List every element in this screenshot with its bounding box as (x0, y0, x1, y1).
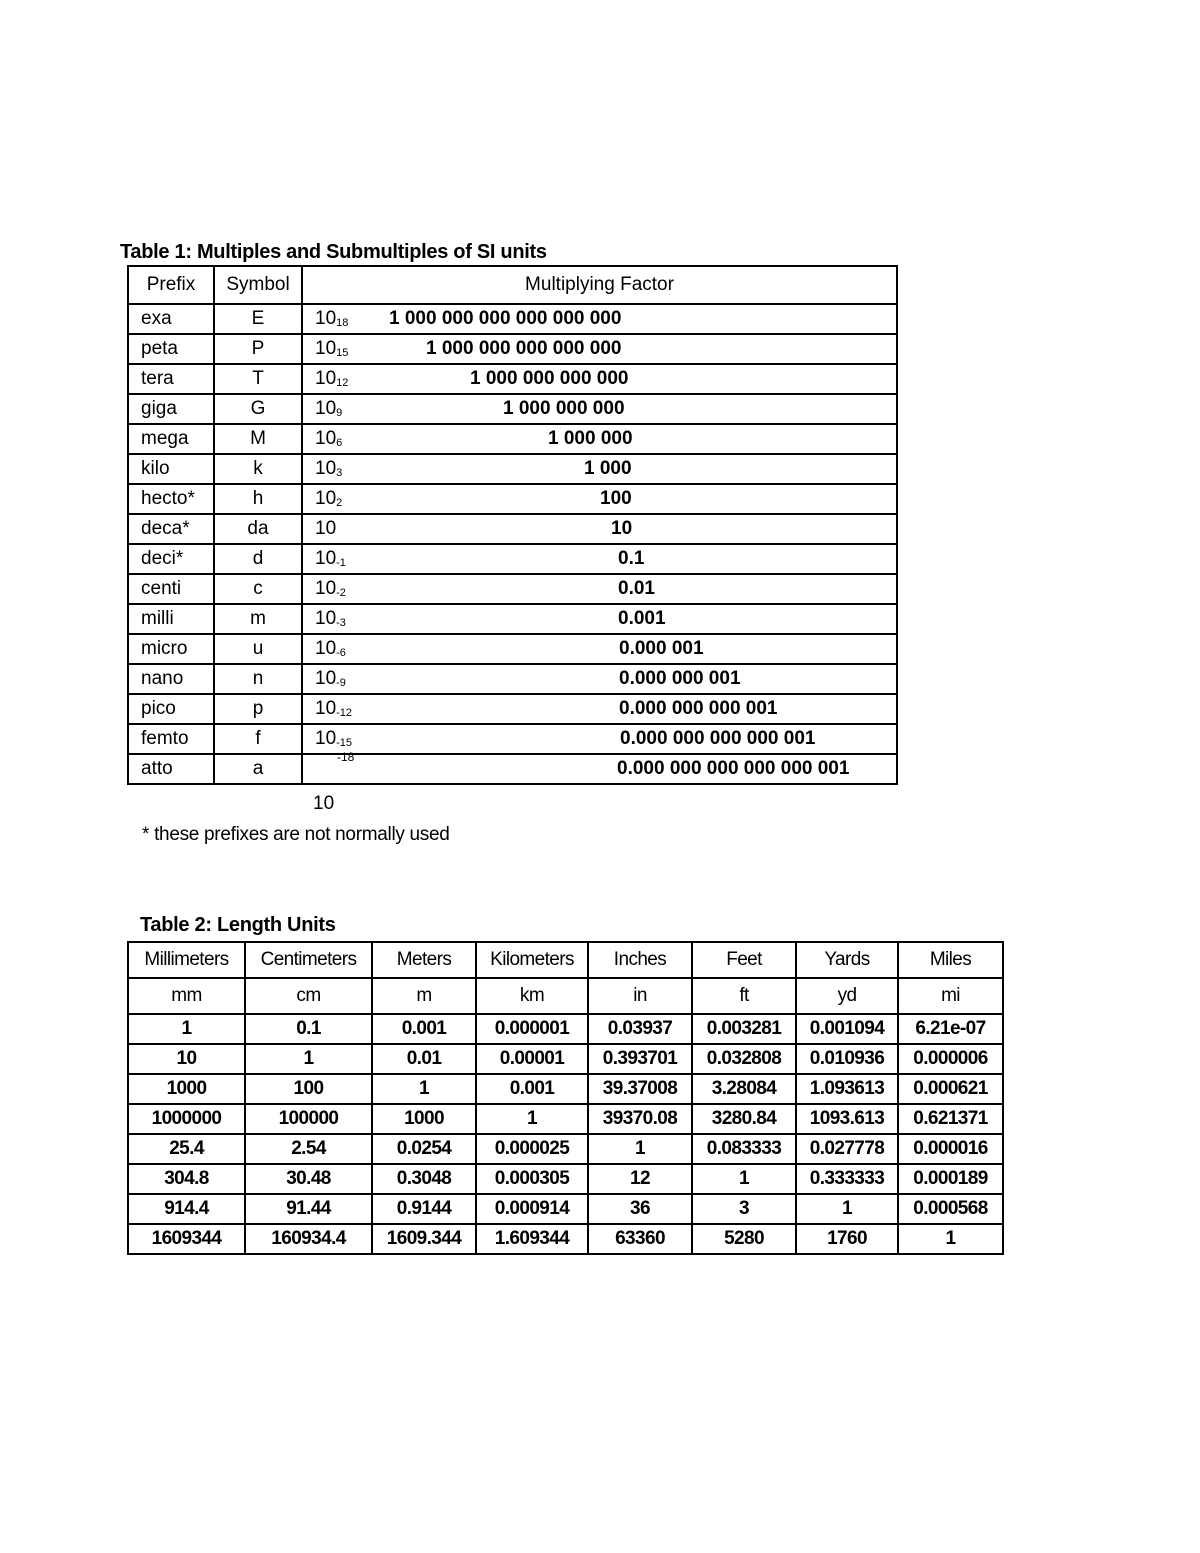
factor-cell (302, 724, 897, 754)
column-header-symbol: Symbol (214, 266, 302, 304)
conversion-cell: 0.000621 (898, 1074, 1003, 1104)
conversion-cell: 1 (796, 1194, 898, 1224)
table2-body (128, 1014, 1003, 1254)
power-base: 10 (315, 728, 337, 749)
conversion-cell: 0.083333 (692, 1134, 796, 1164)
prefix-cell: femto (128, 724, 214, 754)
column-header: Inches (588, 942, 692, 978)
column-header-prefix: Prefix (128, 266, 214, 304)
power-base: 10 (315, 458, 337, 479)
power-exponent: -18 (337, 750, 355, 764)
conversion-cell: 0.000914 (476, 1194, 588, 1224)
symbol-cell: u (214, 634, 302, 664)
table1-header-row (128, 266, 897, 304)
conversion-cell: 12 (588, 1164, 692, 1194)
power-base: 10 (315, 308, 337, 329)
conversion-cell: 1000 (128, 1074, 245, 1104)
power-exponent: -1 (336, 557, 346, 569)
conversion-cell: 39370.08 (588, 1104, 692, 1134)
factor-cell (302, 424, 897, 454)
unit-symbol: yd (796, 978, 898, 1014)
table2-row (128, 1164, 1003, 1194)
power-base: 10 (315, 608, 337, 629)
table2-row (128, 1194, 1003, 1224)
symbol-cell: a (214, 754, 302, 784)
length-units-table (127, 941, 1004, 1255)
table1-row (128, 304, 897, 334)
conversion-cell: 39.37008 (588, 1074, 692, 1104)
power-exponent: -3 (336, 617, 346, 629)
table1-title: Table 1: Multiples and Submultiples of SI units (120, 241, 547, 263)
prefix-cell: pico (128, 694, 214, 724)
decimal-value: 1 000 000 (548, 428, 633, 449)
power-of-ten (315, 485, 342, 517)
power-exponent: 3 (336, 467, 343, 479)
power-of-ten (315, 605, 346, 637)
table1-row (128, 424, 897, 454)
power-of-ten (315, 665, 346, 697)
conversion-cell: 1093.613 (796, 1104, 898, 1134)
power-of-ten (315, 695, 352, 727)
power-base: 10 (315, 578, 337, 599)
prefix-cell: hecto* (128, 484, 214, 514)
conversion-cell: 1 (128, 1014, 245, 1044)
conversion-cell: 1.093613 (796, 1074, 898, 1104)
power-base: 10 (315, 518, 337, 539)
decimal-value: 0.01 (618, 578, 655, 599)
conversion-cell: 3280.84 (692, 1104, 796, 1134)
conversion-cell: 91.44 (245, 1194, 372, 1224)
power-of-ten (315, 515, 336, 543)
conversion-cell: 0.01 (372, 1044, 476, 1074)
unit-symbol: in (588, 978, 692, 1014)
column-header: Centimeters (245, 942, 372, 978)
conversion-cell: 10 (128, 1044, 245, 1074)
conversion-cell: 0.393701 (588, 1044, 692, 1074)
power-of-ten (315, 455, 342, 487)
factor-cell (302, 364, 897, 394)
power-of-ten (315, 305, 348, 337)
conversion-cell: 0.032808 (692, 1044, 796, 1074)
conversion-cell: 0.03937 (588, 1014, 692, 1044)
conversion-cell: 0.010936 (796, 1044, 898, 1074)
conversion-cell: 25.4 (128, 1134, 245, 1164)
conversion-cell: 1 (898, 1224, 1003, 1254)
conversion-cell: 5280 (692, 1224, 796, 1254)
table2-row (128, 1044, 1003, 1074)
power-of-ten (315, 425, 342, 457)
power-exponent: 6 (336, 437, 343, 449)
decimal-value: 1 000 000 000 (503, 398, 625, 419)
conversion-cell: 36 (588, 1194, 692, 1224)
prefix-cell: tera (128, 364, 214, 394)
decimal-value: 1 000 (584, 458, 632, 479)
prefix-cell: atto (128, 754, 214, 784)
table1-row (128, 364, 897, 394)
conversion-cell: 1.609344 (476, 1224, 588, 1254)
table1-footnote: * these prefixes are not normally used (142, 824, 450, 845)
table1-row (128, 514, 897, 544)
conversion-cell: 1 (588, 1134, 692, 1164)
conversion-cell: 0.000001 (476, 1014, 588, 1044)
power-exponent: 15 (336, 347, 349, 359)
conversion-cell: 1609.344 (372, 1224, 476, 1254)
conversion-cell: 1000000 (128, 1104, 245, 1134)
factor-cell (302, 334, 897, 364)
unit-symbol: mi (898, 978, 1003, 1014)
table2-units-row (128, 978, 1003, 1014)
factor-cell (302, 694, 897, 724)
table1-row (128, 484, 897, 514)
table1-body (128, 304, 897, 784)
symbol-cell: c (214, 574, 302, 604)
power-exponent: -6 (336, 647, 346, 659)
table1-row (128, 334, 897, 364)
column-header: Millimeters (128, 942, 245, 978)
decimal-value: 1 000 000 000 000 (470, 368, 629, 389)
decimal-value: 0.001 (618, 608, 666, 629)
power-exponent: -12 (336, 707, 353, 719)
prefix-cell: exa (128, 304, 214, 334)
factor-cell (302, 634, 897, 664)
unit-symbol: cm (245, 978, 372, 1014)
symbol-cell: k (214, 454, 302, 484)
column-header: Meters (372, 942, 476, 978)
symbol-cell: M (214, 424, 302, 454)
table1-row (128, 694, 897, 724)
unit-symbol: km (476, 978, 588, 1014)
table2-row (128, 1224, 1003, 1254)
table1-row (128, 394, 897, 424)
conversion-cell: 100 (245, 1074, 372, 1104)
prefix-cell: peta (128, 334, 214, 364)
conversion-cell: 0.003281 (692, 1014, 796, 1044)
factor-cell (302, 604, 897, 634)
conversion-cell: 3.28084 (692, 1074, 796, 1104)
table2-row (128, 1104, 1003, 1134)
table1-row (128, 754, 897, 784)
factor-cell (302, 394, 897, 424)
conversion-cell: 0.000189 (898, 1164, 1003, 1194)
factor-cell (302, 574, 897, 604)
decimal-value: 0.000 000 000 000 000 001 (617, 758, 850, 779)
conversion-cell: 0.001 (476, 1074, 588, 1104)
conversion-cell: 0.000006 (898, 1044, 1003, 1074)
table2-row (128, 1134, 1003, 1164)
prefix-cell: centi (128, 574, 214, 604)
conversion-cell: 1 (372, 1074, 476, 1104)
unit-symbol: mm (128, 978, 245, 1014)
symbol-cell: p (214, 694, 302, 724)
power-base: 10 (315, 638, 337, 659)
symbol-cell: n (214, 664, 302, 694)
table1-row (128, 574, 897, 604)
power-exponent: -15 (336, 737, 353, 749)
table1-row (128, 544, 897, 574)
conversion-cell: 0.000016 (898, 1134, 1003, 1164)
prefix-cell: mega (128, 424, 214, 454)
symbol-cell: P (214, 334, 302, 364)
power-exponent: 2 (336, 497, 343, 509)
prefix-cell: micro (128, 634, 214, 664)
conversion-cell: 0.0254 (372, 1134, 476, 1164)
table2-row (128, 1014, 1003, 1044)
power-base: 10 (315, 698, 337, 719)
power-exponent: -2 (336, 587, 346, 599)
symbol-cell: m (214, 604, 302, 634)
power-base: 10 (315, 338, 337, 359)
conversion-cell: 0.3048 (372, 1164, 476, 1194)
factor-cell (302, 484, 897, 514)
conversion-cell: 100000 (245, 1104, 372, 1134)
power-base: 10 (315, 368, 337, 389)
power-base: 10 (315, 398, 337, 419)
power-of-ten (315, 635, 346, 667)
conversion-cell: 63360 (588, 1224, 692, 1254)
unit-symbol: m (372, 978, 476, 1014)
prefix-cell: deci* (128, 544, 214, 574)
conversion-cell: 914.4 (128, 1194, 245, 1224)
power-of-ten (315, 545, 346, 577)
table1-row (128, 454, 897, 484)
symbol-cell: h (214, 484, 302, 514)
factor-cell (302, 664, 897, 694)
decimal-value: 0.000 000 001 (619, 668, 741, 689)
si-prefix-table (127, 265, 898, 785)
power-base: 10 (315, 668, 337, 689)
power-base: 10 (315, 488, 337, 509)
column-header: Kilometers (476, 942, 588, 978)
conversion-cell: 1609344 (128, 1224, 245, 1254)
conversion-cell: 0.000568 (898, 1194, 1003, 1224)
prefix-cell: deca* (128, 514, 214, 544)
conversion-cell: 1 (692, 1164, 796, 1194)
conversion-cell: 0.1 (245, 1014, 372, 1044)
column-header: Miles (898, 942, 1003, 978)
conversion-cell: 0.000305 (476, 1164, 588, 1194)
power-exponent: -9 (336, 677, 346, 689)
conversion-cell: 1760 (796, 1224, 898, 1254)
symbol-cell: T (214, 364, 302, 394)
conversion-cell: 30.48 (245, 1164, 372, 1194)
decimal-value: 1 000 000 000 000 000 (426, 338, 622, 359)
symbol-cell: E (214, 304, 302, 334)
table2-header-row (128, 942, 1003, 978)
decimal-value: 0.000 000 000 001 (619, 698, 778, 719)
conversion-cell: 0.333333 (796, 1164, 898, 1194)
prefix-cell: giga (128, 394, 214, 424)
power-of-ten (315, 575, 346, 607)
power-exponent: 18 (336, 317, 349, 329)
conversion-cell: 0.001094 (796, 1014, 898, 1044)
table1-row (128, 634, 897, 664)
conversion-cell: 160934.4 (245, 1224, 372, 1254)
conversion-cell: 304.8 (128, 1164, 245, 1194)
table2-row (128, 1074, 1003, 1104)
conversion-cell: 6.21e-07 (898, 1014, 1003, 1044)
symbol-cell: G (214, 394, 302, 424)
symbol-cell: f (214, 724, 302, 754)
symbol-cell: d (214, 544, 302, 574)
conversion-cell: 0.027778 (796, 1134, 898, 1164)
power-base: 10 (315, 548, 337, 569)
atto-power-base: 10 (313, 793, 335, 814)
column-header-multiplying-factor: Multiplying Factor (302, 266, 897, 304)
table1-row (128, 604, 897, 634)
decimal-value: 1 000 000 000 000 000 000 (389, 308, 622, 329)
conversion-cell: 0.00001 (476, 1044, 588, 1074)
decimal-value: 0.000 001 (619, 638, 704, 659)
column-header: Feet (692, 942, 796, 978)
factor-cell (302, 514, 897, 544)
table2-title: Table 2: Length Units (140, 914, 336, 936)
factor-cell (302, 544, 897, 574)
conversion-cell: 3 (692, 1194, 796, 1224)
decimal-value: 10 (611, 518, 633, 539)
symbol-cell: da (214, 514, 302, 544)
decimal-value: 0.1 (618, 548, 645, 569)
column-header: Yards (796, 942, 898, 978)
prefix-cell: nano (128, 664, 214, 694)
decimal-value: 100 (600, 488, 632, 509)
conversion-cell: 1 (245, 1044, 372, 1074)
table1-row (128, 724, 897, 754)
conversion-cell: 1 (476, 1104, 588, 1134)
conversion-cell: 0.9144 (372, 1194, 476, 1224)
decimal-value: 0.000 000 000 000 001 (620, 728, 816, 749)
table1-row (128, 664, 897, 694)
unit-symbol: ft (692, 978, 796, 1014)
factor-cell (302, 750, 897, 784)
conversion-cell: 0.000025 (476, 1134, 588, 1164)
factor-cell (302, 454, 897, 484)
conversion-cell: 1000 (372, 1104, 476, 1134)
prefix-cell: kilo (128, 454, 214, 484)
power-of-ten (315, 395, 342, 427)
conversion-cell: 2.54 (245, 1134, 372, 1164)
power-exponent: 9 (336, 407, 343, 419)
conversion-cell: 0.621371 (898, 1104, 1003, 1134)
power-exponent: 12 (336, 377, 349, 389)
factor-cell (302, 304, 897, 334)
power-of-ten (315, 365, 348, 397)
conversion-cell: 0.001 (372, 1014, 476, 1044)
prefix-cell: milli (128, 604, 214, 634)
power-of-ten (315, 335, 348, 367)
power-base: 10 (315, 428, 337, 449)
